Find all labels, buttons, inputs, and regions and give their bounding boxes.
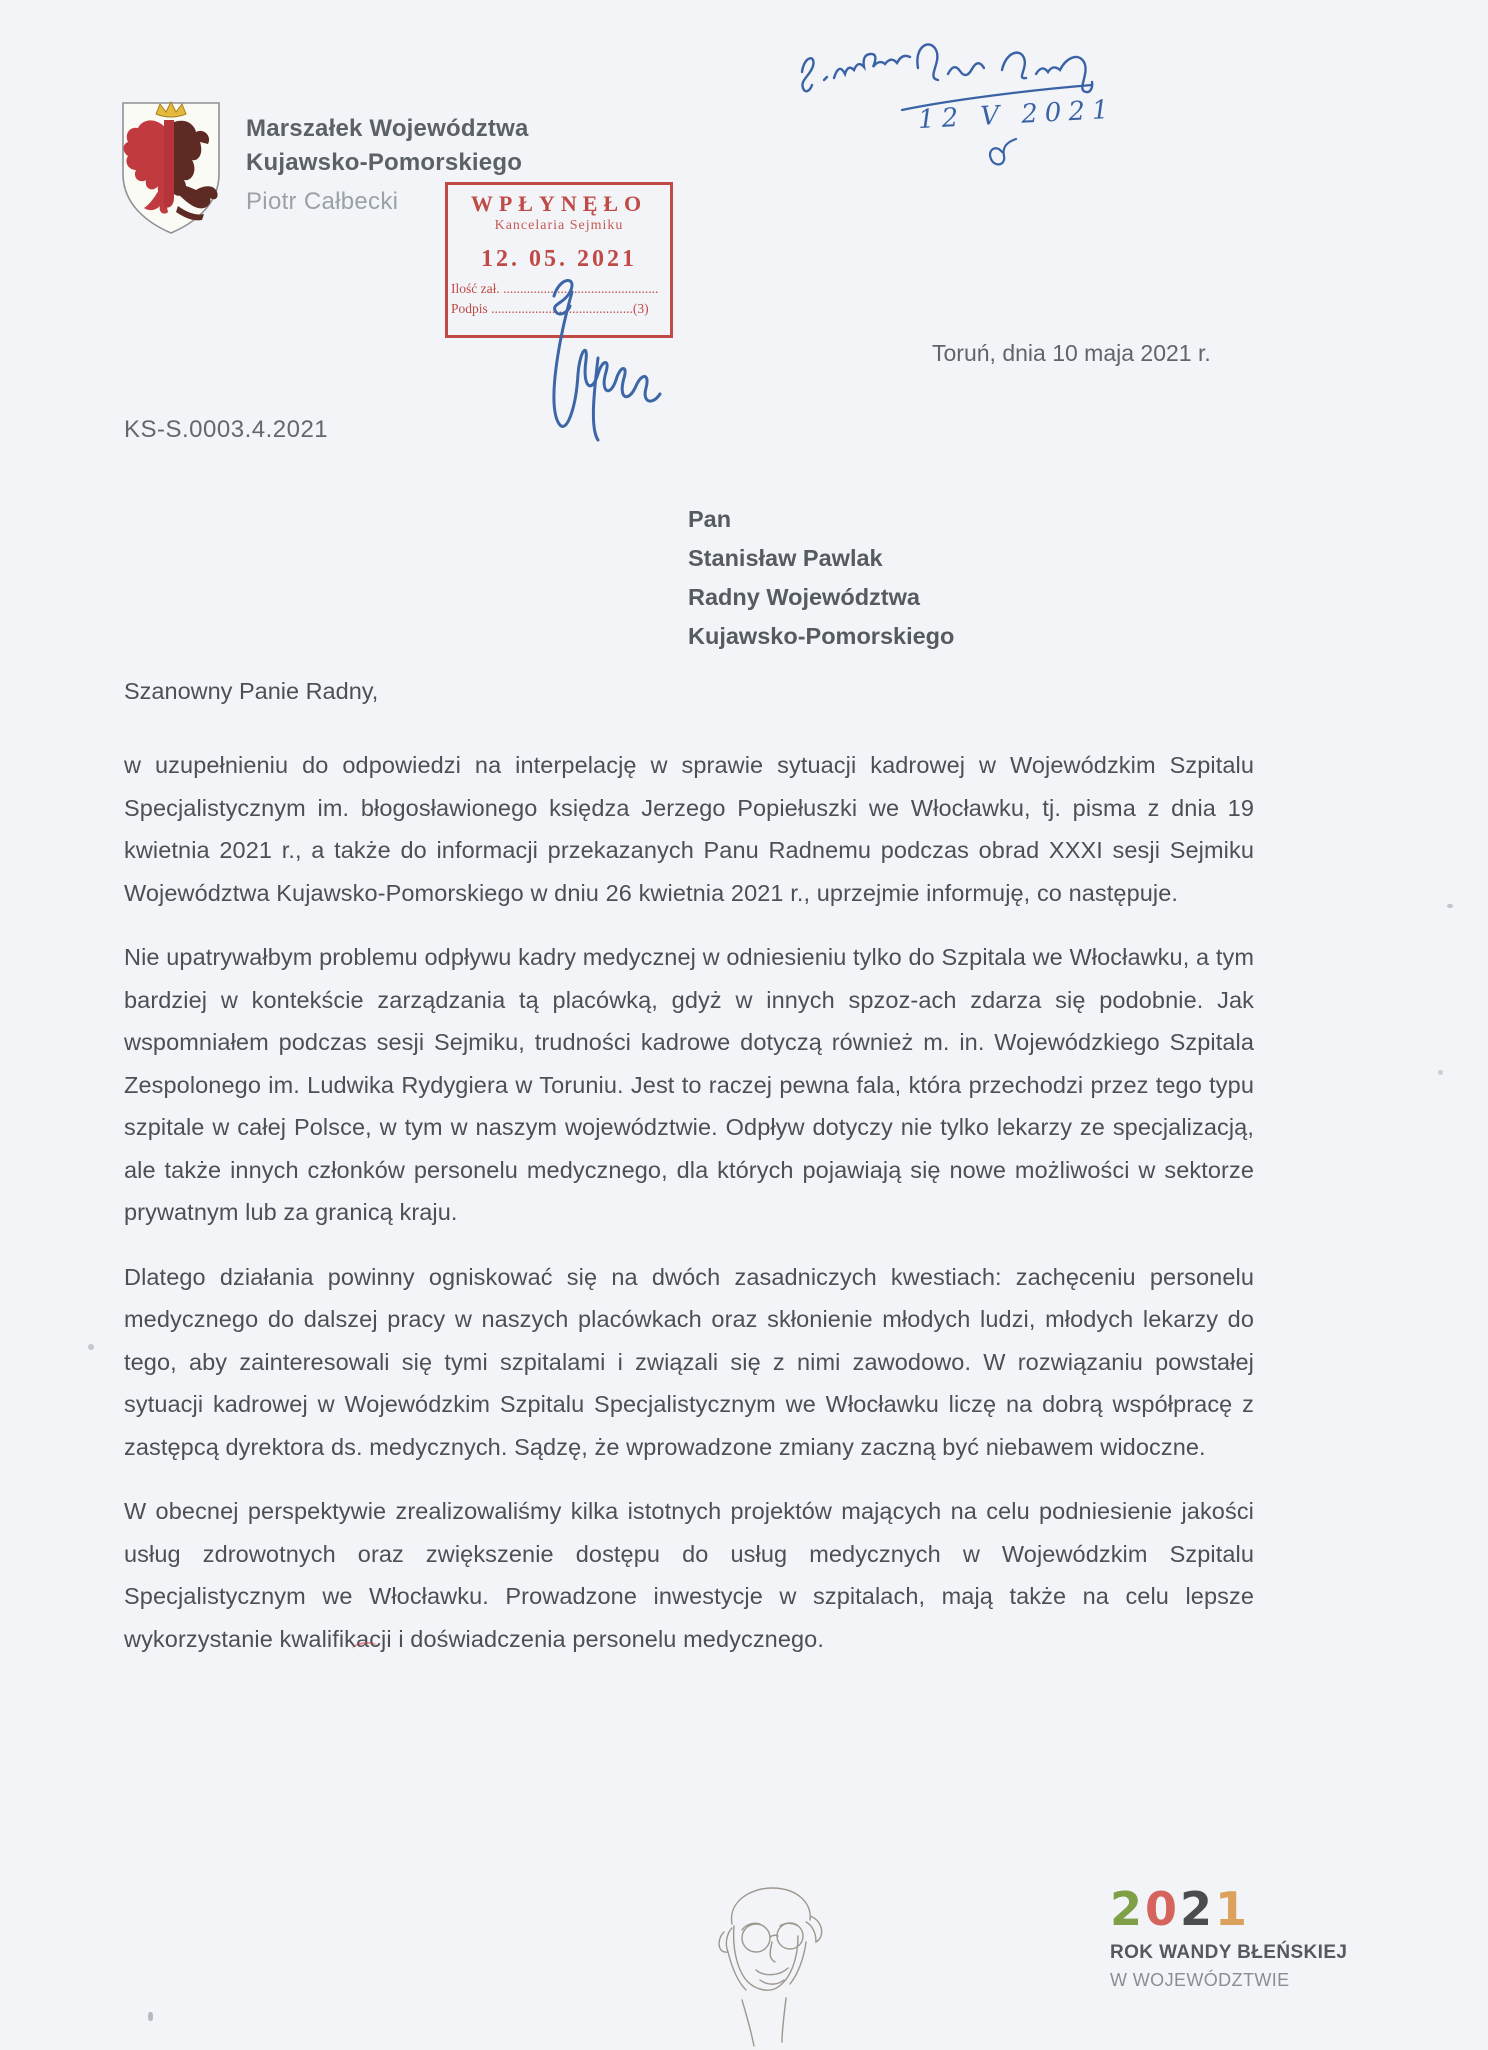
dateline: Toruń, dnia 10 maja 2021 r. [932, 340, 1211, 366]
year-digit-4: 1 [1215, 1882, 1251, 1936]
eagle-body [164, 120, 174, 208]
recipient-block [688, 500, 954, 656]
paragraph-2: Nie upatrywałbym problemu odpływu kadry medycznej w odniesieniu tylko do Szpitala we Włocławku, a tym bardziej w kontekście zarządzania tą placówką, gdyż w innych spzoz-ach zdarza się podobnie. Jak wspomniałem podczas sesji Sejmiku, trudności kadrowe dotyczą również m. in. Wojewódzkiego Szpitala Zespolonego im. Ludwika Rydygiera w Toruniu. Jest to raczej pewna fala, która przechodzi przez tego typu szpitale w całej Polsce, w tym w naszym województwie. Odpływ dotyczy nie tylko lekarzy ze specjalizacją, ale także innych członków personelu medycznego, dla których pojawiają się nowe możliwości w sektorze prywatnym lub za granicą kraju. [124, 944, 1254, 1225]
recipient-honorific: Pan [688, 506, 732, 532]
handwritten-signature-ink [498, 262, 698, 452]
recipient-title-1: Radny Województwa [688, 584, 920, 610]
scan-speck [1438, 1070, 1443, 1075]
scan-speck [148, 2012, 153, 2021]
letter-body [124, 744, 1254, 1682]
coat-of-arms [116, 98, 226, 238]
logo-line2: W WOJEWÓDZTWIE [1110, 1970, 1290, 1990]
stamp-title: WPŁYNĘŁO [470, 191, 648, 216]
reference-number: KS-S.0003.4.2021 [124, 416, 329, 443]
logo-line1: ROK WANDY BŁEŃSKIEJ [1110, 1942, 1348, 1963]
paragraph-3: Dlatego działania powinny ogniskować się na dwóch zasadniczych kwestiach: zachęceniu personelu medycznego do dalszej pracy w naszych placówkach oraz skłonienie młodych ludzi, młodych lekarzy do tego, aby zainteresowali się tymi szpitalami i związali się z nimi zawodowo. W rozwiązaniu powstałej sytuacji kadrowej w Wojewódzkim Szpitalu Specjalistycznym we Włocławku liczę na dobrą współpracę z zastępcą dyrektora ds. medycznych. Sądzę, że wprowadzone zmiany zaczną być niebawem widoczne. [124, 1263, 1254, 1460]
paragraph-1: w uzupełnieniu do odpowiedzi na interpelację w sprawie sytuacji kadrowej w Wojewódzkim Szpitalu Specjalistycznym im. błogosławionego księdza Jerzego Popiełuszki we Włocławku, tj. pisma z dnia 19 kwietnia 2021 r., a także do informacji przekazanych Panu Radnemu podczas obrad XXXI sesji Sejmiku Województwa Kujawsko-Pomorskiego w dniu 26 kwietnia 2021 r., uprzejmie informuję, co następuje. [124, 752, 1254, 906]
scan-speck [1447, 904, 1453, 908]
paragraph-4: W obecnej perspektywie zrealizowaliśmy kilka istotnych projektów mających na celu podniesienie jakości usług zdrowotnych oraz zwiększenie dostępu do usług medycznych w Wojewódzkim Szpitalu Specjalistycznym we Włocławku. Prowadzone inwestycje w szpitalach, mają także na celu lepsze wykorzystanie kwalifikacji i doświadczenia personelu medycznego. [124, 1498, 1254, 1652]
officeholder-name: Piotr Całbecki [246, 188, 399, 215]
logo-year [1110, 1882, 1347, 1936]
handwritten-date: 12 V 2021 [917, 94, 1117, 136]
year-digit-3: 2 [1180, 1882, 1216, 1936]
salutation: Szanowny Panie Radny, [124, 678, 379, 704]
scan-speck [88, 1344, 94, 1350]
anniversary-logo [1110, 1882, 1348, 1991]
recipient-name: Stanisław Pawlak [688, 545, 883, 571]
office-line1: Marszałek Województwa [246, 115, 529, 142]
stamp-signature-line: Podpis ..........................................(3) [451, 301, 649, 316]
stamp-subtitle: Kancelaria Sejmiku [494, 218, 624, 233]
stamp-date: 12. 05. 2021 [481, 246, 637, 272]
stamp-attachments-line: Ilość zał. .............................................. [451, 281, 659, 296]
office-line2: Kujawsko-Pomorskiego [246, 149, 523, 176]
crown-icon [156, 102, 186, 117]
recipient-title-2: Kujawsko-Pomorskiego [688, 623, 955, 649]
portrait-sketch [698, 1880, 838, 2050]
year-digit-2: 0 [1145, 1882, 1181, 1936]
year-digit-1: 2 [1110, 1882, 1146, 1936]
